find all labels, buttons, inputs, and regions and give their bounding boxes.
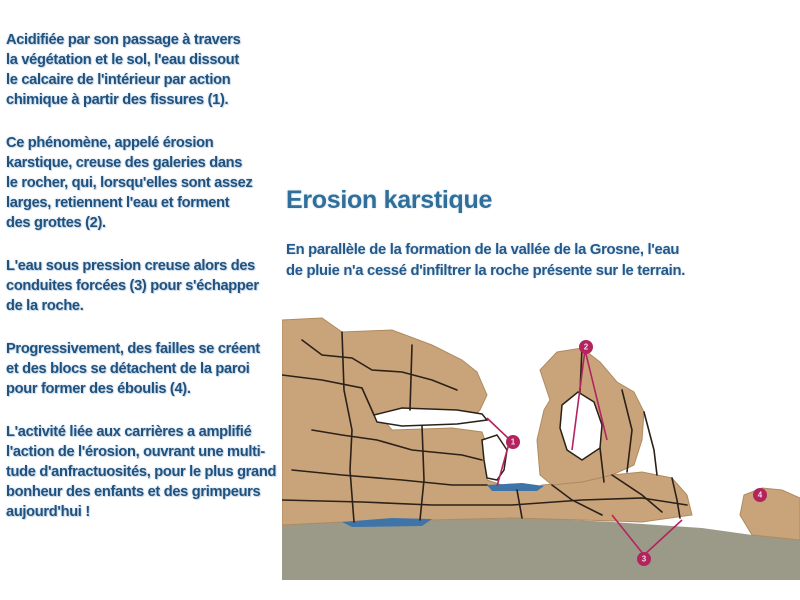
paragraph-carrieres: L'activité liée aux carrières a amplifié l'action de l'érosion, ouvrant une multi- tude d'anfractuosités, pour le plus grand bonheur des enfants et des grimpeurs aujourd'hui ! xyxy=(6,424,277,520)
karst-erosion-diagram xyxy=(282,300,800,580)
paragraph-eboulis: Progressivement, des failles se créent et des blocs se détachent de la paroi pour former des éboulis (4). xyxy=(6,341,260,397)
explanation-column xyxy=(6,30,278,545)
paragraph-fissures: Acidifiée par son passage à travers la végétation et le sol, l'eau dissout le calcaire de l'intérieur par action chimique à partir des fissures (1). xyxy=(6,32,241,108)
svg-text:2: 2 xyxy=(583,342,589,352)
marker-3 xyxy=(637,552,651,566)
paragraph-grottes: Ce phénomène, appelé érosion karstique, creuse des galeries dans le rocher, qui, lorsqu'elles sont assez larges, retiennent l'eau et forment des grottes (2). xyxy=(6,135,253,231)
svg-text:3: 3 xyxy=(641,554,647,564)
svg-text:1: 1 xyxy=(510,437,516,447)
diagram-intro: En parallèle de la formation de la vallée de la Grosne, l'eau de pluie n'a cessé d'infiltrer la roche présente sur le terrain. xyxy=(286,242,686,279)
marker-1 xyxy=(506,435,520,449)
gallery-opening xyxy=(482,435,507,480)
ground xyxy=(282,518,800,580)
fallen-boulder xyxy=(740,488,800,540)
marker-4 xyxy=(753,488,767,502)
paragraph-conduites: L'eau sous pression creuse alors des conduites forcées (3) pour s'échapper de la roche. xyxy=(6,258,259,314)
diagram-title: Erosion karstique xyxy=(286,186,493,214)
marker-2 xyxy=(579,340,593,354)
svg-text:4: 4 xyxy=(757,490,763,500)
